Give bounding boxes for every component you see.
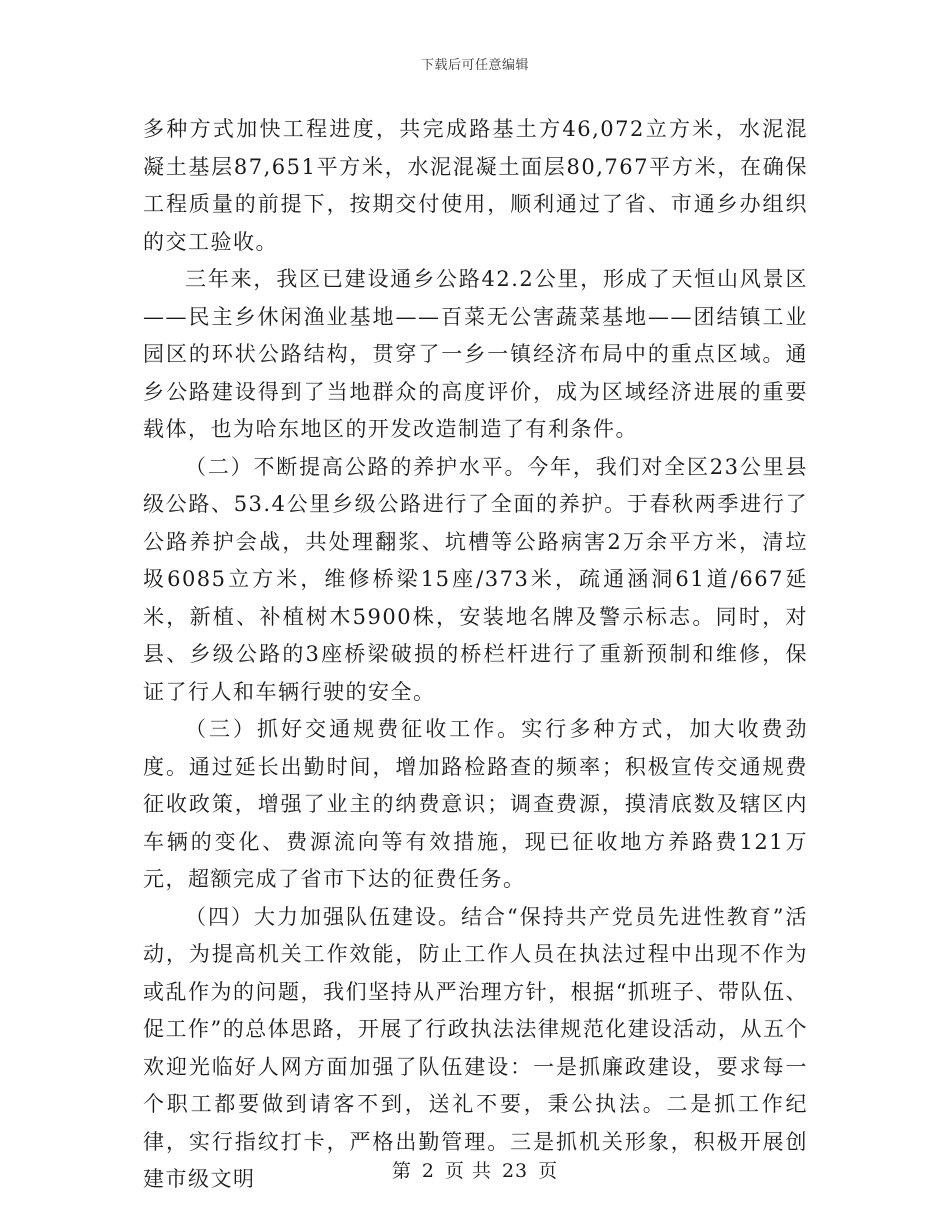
paragraph-team-building: （四）大力加强队伍建设。结合“保持共产党员先进性教育”活动，为提高机关工作效能，防止工作人员在执法过程中出现不作为或乱作为的问题，我们坚持从严治理方针，根据“抓班子、带队伍、促工作”的总体思路，开展了行政执法法律规范化建设活动，从五个欢迎光临好人网方面加强了队伍建设：一是抓廉政建设，要求每一个职工都要做到请客不到，送礼不要，秉公执法。二是抓工作纪律，实行指纹打卡，严格出勤管理。三是抓机关形象，积极开展创建市级文明 [143,904,808,1191]
footer-middle: 页 共 [444,1160,492,1182]
page-number: 2 [421,1160,435,1182]
paragraph-road-network: 三年来，我区已建设通乡公路42.2公里，形成了天恒山风景区——民主乡休闲渔业基地——百菜无公害蔬菜基地——团结镇工业园区的环状公路结构，贯穿了一乡一镇经济布局中的重点区域。通乡公路建设得到了当地群众的高度评价，成为区域经济进展的重要载体，也为哈东地区的开发改造制造了有利条件。 [143,267,808,441]
page-header: 下载后可任意编辑 [420,58,529,73]
document-body [143,111,808,1199]
footer-prefix: 第 [391,1160,412,1182]
footer-suffix: 页 [538,1160,559,1182]
paragraph-maintenance: （二）不断提高公路的养护水平。今年，我们对全区23公里县级公路、53.4公里乡级公路进行了全面的养护。于春秋两季进行了公路养护会战，共处理翻浆、坑槽等公路病害2万余平方米，清垃圾6085立方米，维修桥梁15座/373米，疏通涵洞61道/667延米，新植、补植树木5900株，安装地名牌及警示标志。同时，对县、乡级公路的3座桥梁破损的桥栏杆进行了重新预制和维修，保证了行人和车辆行驶的安全。 [143,454,808,704]
paragraph-continuation: 多种方式加快工程进度，共完成路基土方46,072立方米，水泥混凝土基层87,651平方米，水泥混凝土面层80,767平方米，在确保工程质量的前提下，按期交付使用，顺利通过了省、市通乡办组织的交工验收。 [143,117,808,254]
page-footer [0,1156,950,1183]
paragraph-fee-collection: （三）抓好交通规费征收工作。实行多种方式，加大收费劲度。通过延长出勤时间，增加路检路查的频率；积极宣传交通规费征收政策，增强了业主的纳费意识；调查费源，摸清底数及辖区内车辆的变化、费源流向等有效措施，现已征收地方养路费121万元，超额完成了省市下达的征费任务。 [143,717,808,891]
total-pages: 23 [501,1160,529,1182]
